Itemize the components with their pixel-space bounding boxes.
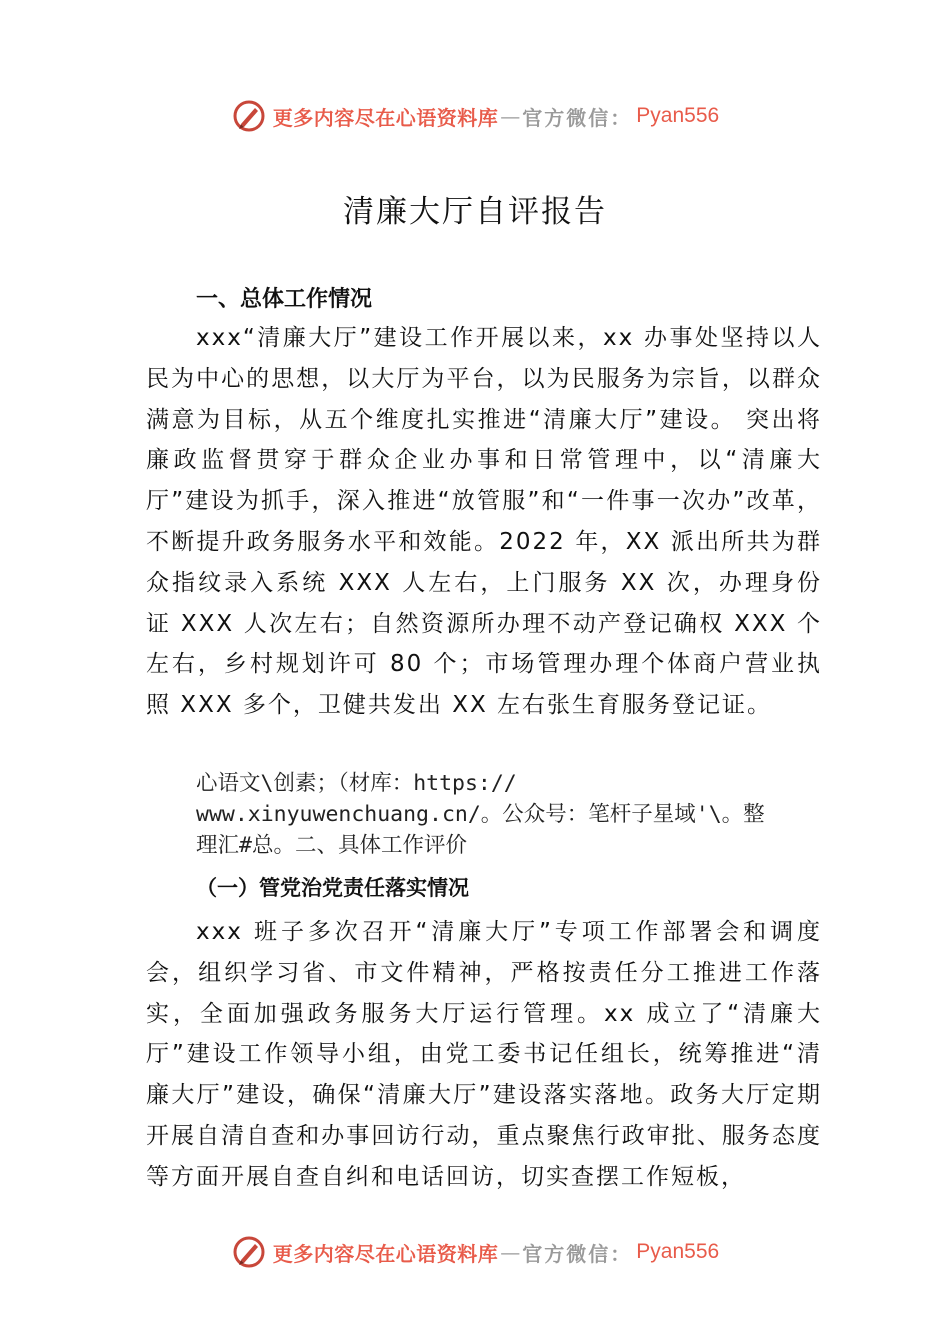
banner-label: 官方微信： xyxy=(522,105,633,130)
banner-separator: — xyxy=(500,104,521,128)
banner-main-text: 更多内容尽在心语资料库 xyxy=(272,1241,499,1266)
section1-heading: 一、总体工作情况 xyxy=(196,287,373,312)
banner-separator: — xyxy=(500,1240,521,1264)
section1-paragraph: xxx“清廉大厅”建设工作开展以来，xx 办事处坚持以人民为中心的思想，以大厅为平台，以为民服务为宗旨，以群众满意为目标，从五个维度扎实推进“清廉大厅”建设。 突出将廉政监督贯穿于群众企业办事和日常管理中，以“清廉大厅”建设为抓手，深入推进“放管服”和“一件事一次办”改革，不断提升政务服务水平和效能。2022 年，XX 派出所共为群众指纹录入系统 XXX 人左右，上门服务 XX 次，办理身份证 XXX 人次左右；自然资源所办理不动产登记确权 XXX 个左右，乡村规划许可 80 个；市场管理办理个体商户营业执照 XXX 多个，卫健共发出 XX 左右张生育服务登记证。 xyxy=(146,325,822,719)
document-title: 清廉大厅自评报告 xyxy=(343,194,607,230)
watermark-line-3: 理汇#总。二、具体工作评价 xyxy=(196,833,467,858)
pen-logo-icon xyxy=(231,1234,267,1270)
pen-logo-icon xyxy=(231,98,267,134)
banner-wechat-id: Pyan556 xyxy=(636,1240,720,1263)
header-banner xyxy=(0,96,950,136)
section2-paragraph: xxx 班子多次召开“清廉大厅”专项工作部署会和调度会，组织学习省、市文件精神，严格按责任分工推进工作落实，全面加强政务服务大厅运行管理。xx 成立了“清廉大厅”建设工作领导小组，由党工委书记任组长，统筹推进“清廉大厅”建设，确保“清廉大厅”建设落实落地。政务大厅定期开展自清自查和办事回访行动，重点聚焦行政审批、服务态度等方面开展自查自纠和电话回访，切实查摆工作短板， xyxy=(146,919,822,1190)
watermark-line-2: www.xinyuwenchuang.cn/。公众号：笔杆子星域'\。整 xyxy=(196,802,765,827)
banner-wechat-id: Pyan556 xyxy=(636,104,720,127)
section2-heading: （一）管党治党责任落实情况 xyxy=(196,876,469,900)
banner-label: 官方微信： xyxy=(522,1241,633,1266)
footer-banner xyxy=(0,1232,950,1272)
banner-main-text: 更多内容尽在心语资料库 xyxy=(272,105,499,130)
watermark-line-1: 心语文\创素；（材库：https:// xyxy=(196,771,517,796)
